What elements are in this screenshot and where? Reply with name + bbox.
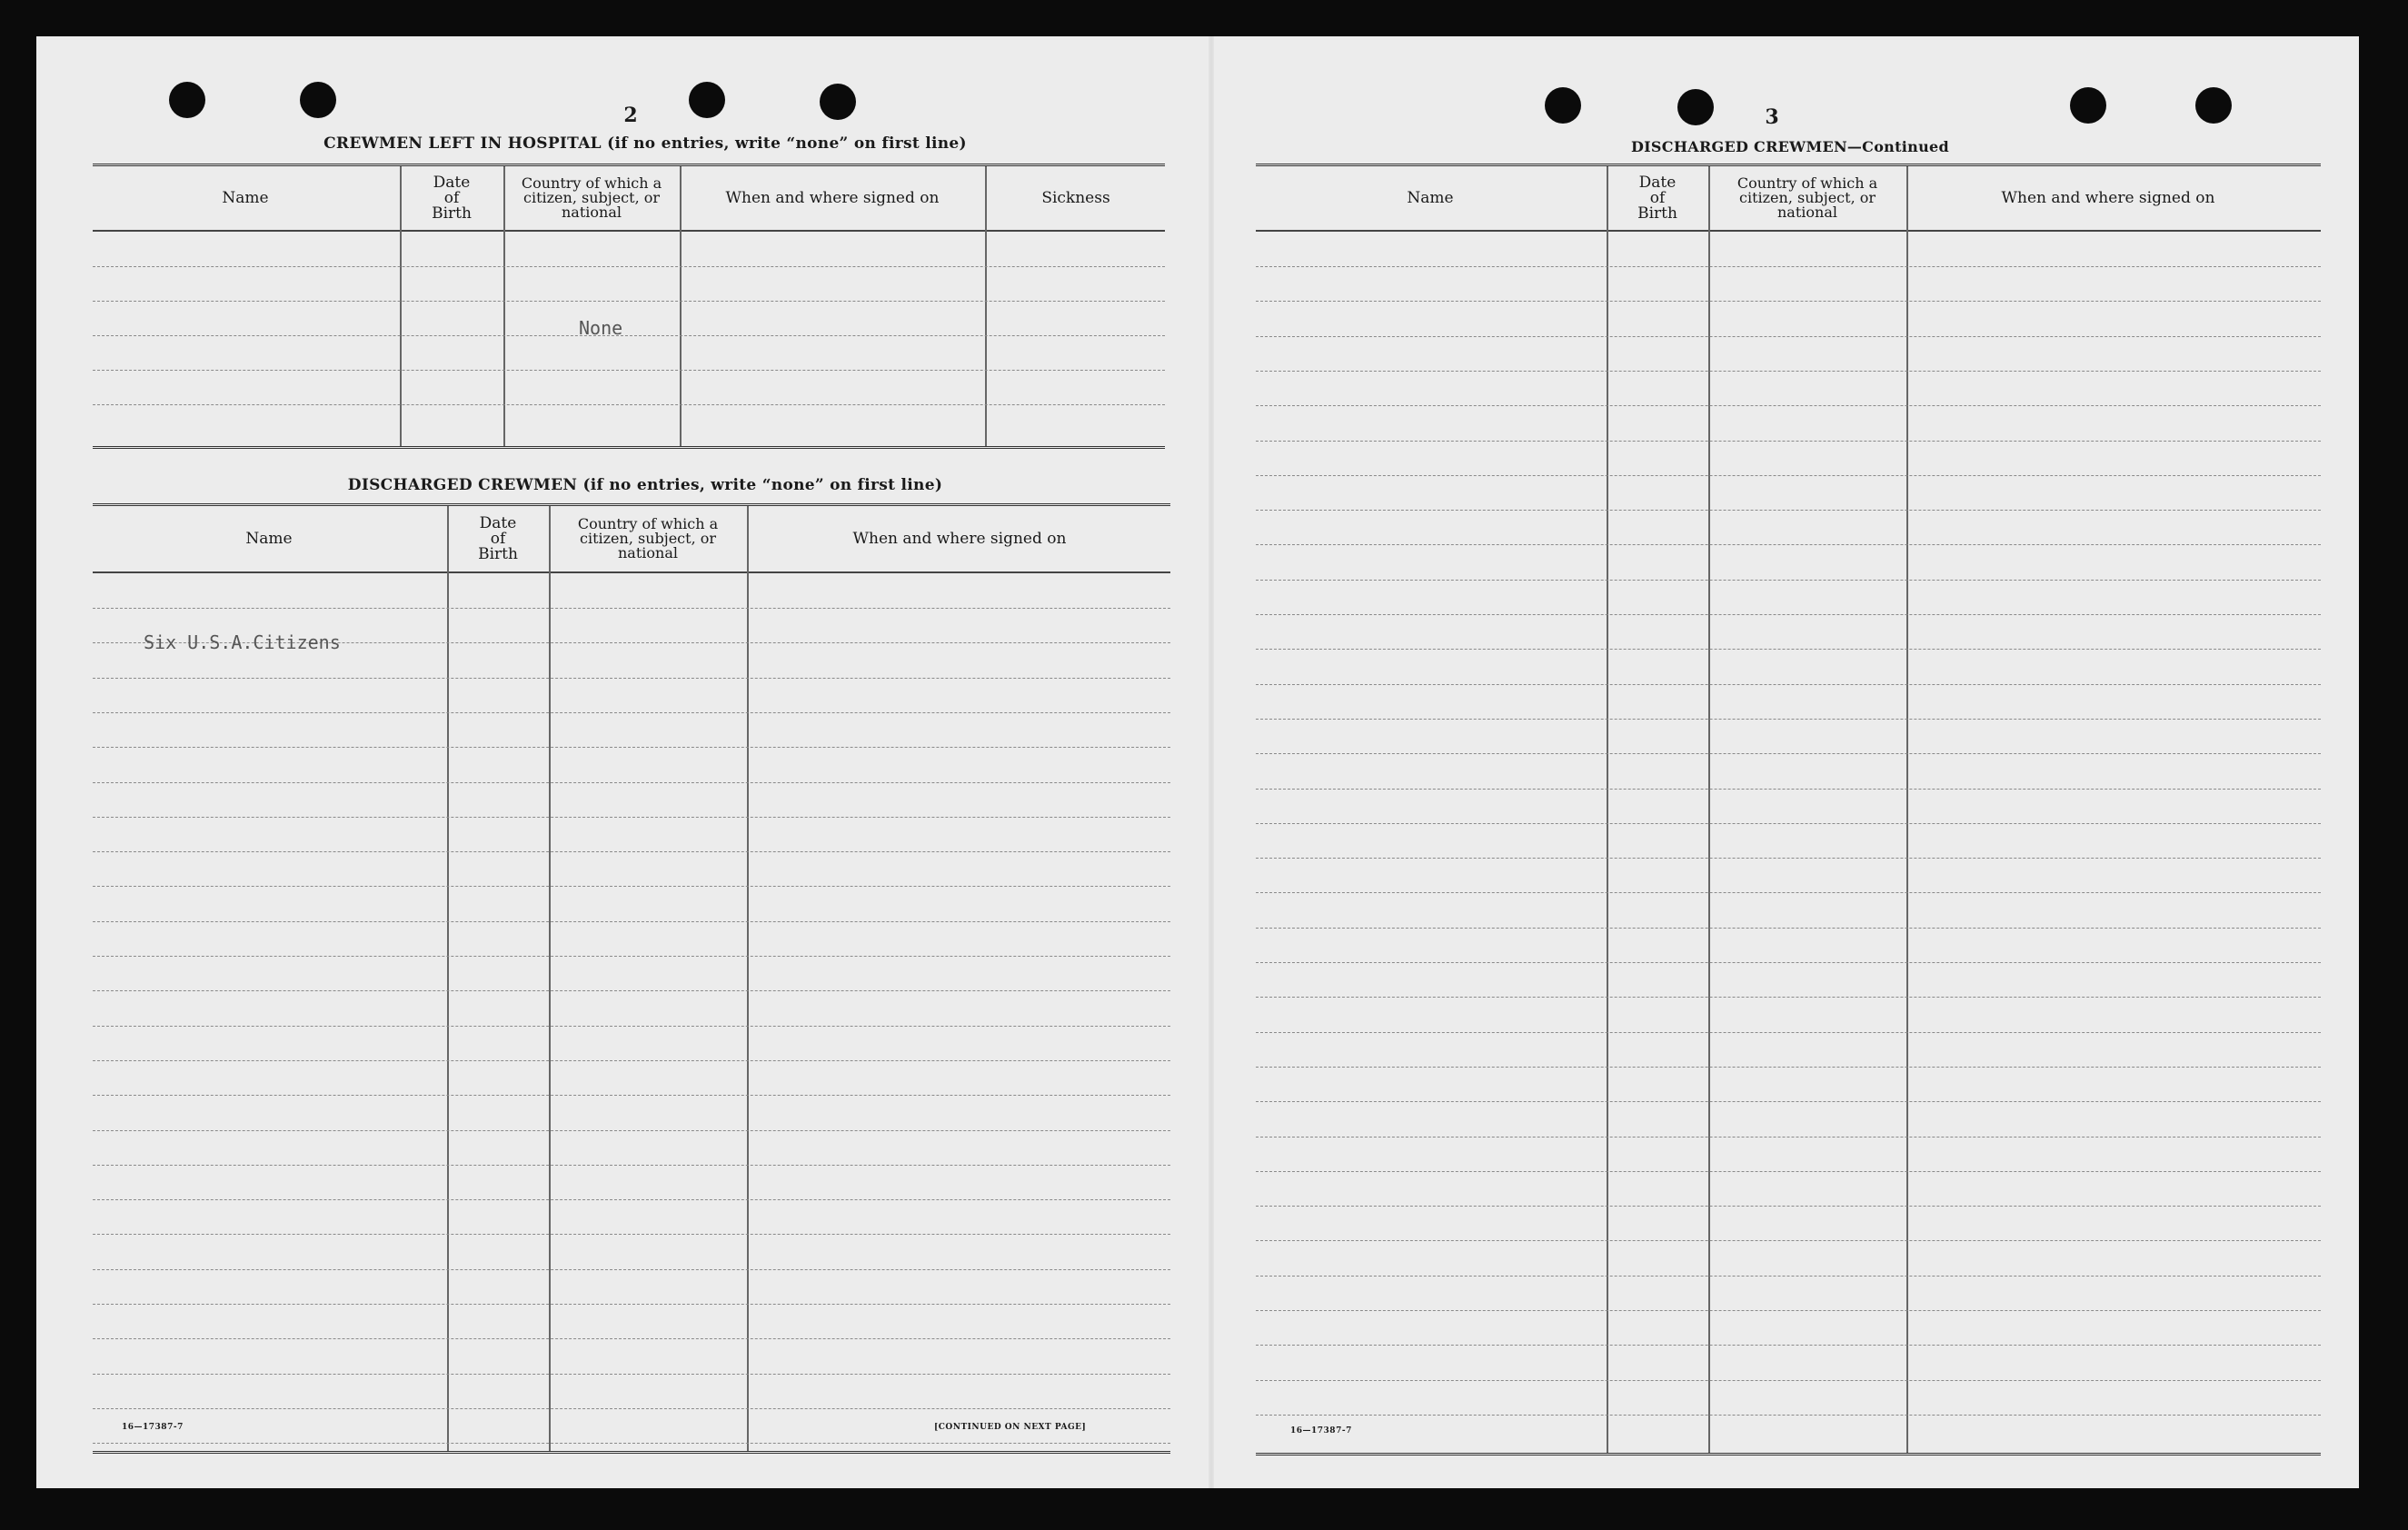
entry-line xyxy=(93,678,1170,679)
entry-line xyxy=(1256,1415,2321,1416)
column-header-name: Name xyxy=(222,188,269,207)
entry-line xyxy=(93,301,1165,302)
entry-line xyxy=(1256,510,2321,511)
punch-hole xyxy=(2070,87,2106,124)
entry-line xyxy=(93,1443,1170,1444)
document-paper xyxy=(36,36,2359,1488)
entry-line xyxy=(1256,858,2321,859)
column-divider xyxy=(447,506,449,1451)
entry-line xyxy=(1256,405,2321,406)
entry-line xyxy=(93,1374,1170,1375)
discharged-section-title: DISCHARGED CREWMEN (if no entries, write “none” on first line) xyxy=(347,476,943,494)
entry-line xyxy=(1256,301,2321,302)
column-header-signed-on: When and where signed on xyxy=(725,188,940,207)
entry-line xyxy=(93,712,1170,713)
entry-line xyxy=(93,1199,1170,1200)
entry-line xyxy=(1256,614,2321,615)
entry-line xyxy=(93,851,1170,852)
entry-line xyxy=(1256,789,2321,790)
entry-line xyxy=(1256,823,2321,824)
punch-hole xyxy=(1677,89,1714,125)
entry-line xyxy=(1256,475,2321,476)
entry-line xyxy=(1256,336,2321,337)
page-fold xyxy=(1209,36,1214,1488)
hospital-section-title: CREWMEN LEFT IN HOSPITAL (if no entries, write “none” on first line) xyxy=(323,134,967,153)
entry-line xyxy=(1256,1032,2321,1033)
entry-line xyxy=(93,921,1170,922)
entry-line xyxy=(93,956,1170,957)
entry-line xyxy=(1256,962,2321,963)
entry-line xyxy=(93,1408,1170,1409)
entry-line xyxy=(1256,1380,2321,1381)
column-header-country: Country of which a citizen, subject, or national xyxy=(1736,174,1878,221)
hospital-entry-text: None xyxy=(579,317,623,339)
discharged-continued-table xyxy=(1256,164,2321,1455)
page-number: 3 xyxy=(1765,105,1779,129)
column-header-signed-on: When and where signed on xyxy=(2001,188,2215,207)
column-header-date-of-birth: Date of Birth xyxy=(478,513,518,563)
column-divider xyxy=(1708,166,1710,1453)
punch-hole xyxy=(1545,87,1581,124)
continued-note: [CONTINUED ON NEXT PAGE] xyxy=(934,1423,1087,1432)
entry-line xyxy=(1256,1067,2321,1068)
entry-line xyxy=(1256,266,2321,267)
table-header xyxy=(1256,166,2321,232)
column-divider xyxy=(549,506,551,1451)
punch-hole xyxy=(169,82,205,118)
entry-line xyxy=(93,817,1170,818)
entry-line xyxy=(93,1234,1170,1235)
column-header-country: Country of which a citizen, subject, or national xyxy=(521,174,662,221)
entry-line xyxy=(1256,544,2321,545)
entry-line xyxy=(1256,753,2321,754)
entry-line xyxy=(93,335,1165,336)
table-header xyxy=(93,166,1165,232)
table-header xyxy=(93,506,1170,573)
entry-line xyxy=(1256,892,2321,893)
entry-line xyxy=(93,266,1165,267)
entry-line xyxy=(93,1026,1170,1027)
column-header-sickness: Sickness xyxy=(1041,188,1110,207)
punch-hole xyxy=(689,82,725,118)
discharged-continued-title: DISCHARGED CREWMEN—Continued xyxy=(1630,138,1950,155)
punch-hole xyxy=(300,82,336,118)
entry-line xyxy=(1256,371,2321,372)
entry-line xyxy=(1256,719,2321,720)
entry-line xyxy=(1256,1171,2321,1172)
hospital-table xyxy=(93,164,1165,449)
entry-line xyxy=(1256,997,2321,998)
form-number: 16—17387-7 xyxy=(1290,1426,1352,1436)
entry-line xyxy=(1256,1206,2321,1207)
form-number: 16—17387-7 xyxy=(122,1423,184,1432)
entry-line xyxy=(93,1338,1170,1339)
entry-line xyxy=(1256,1345,2321,1346)
column-divider xyxy=(1906,166,1908,1453)
entry-line xyxy=(93,370,1165,371)
entry-line xyxy=(93,1130,1170,1131)
entry-line xyxy=(93,886,1170,887)
entry-line xyxy=(93,747,1170,748)
discharged-entry-text: Six U.S.A.Citizens xyxy=(144,631,341,653)
discharged-table xyxy=(93,503,1170,1454)
entry-line xyxy=(1256,684,2321,685)
entry-line xyxy=(1256,1101,2321,1102)
page-number: 2 xyxy=(623,104,638,127)
column-header-date-of-birth: Date of Birth xyxy=(1637,173,1677,223)
column-header-country: Country of which a citizen, subject, or national xyxy=(577,515,719,561)
entry-line xyxy=(93,990,1170,991)
entry-line xyxy=(1256,1240,2321,1241)
punch-hole xyxy=(2195,87,2232,124)
entry-line xyxy=(93,782,1170,783)
entry-line xyxy=(1256,441,2321,442)
column-header-name: Name xyxy=(245,529,293,548)
entry-line xyxy=(1256,580,2321,581)
entry-line xyxy=(93,1060,1170,1061)
column-divider xyxy=(1607,166,1608,1453)
entry-line xyxy=(1256,649,2321,650)
entry-line xyxy=(93,404,1165,405)
entry-line xyxy=(93,608,1170,609)
column-header-date-of-birth: Date of Birth xyxy=(432,173,472,223)
entry-line xyxy=(1256,1310,2321,1311)
entry-line xyxy=(1256,928,2321,929)
entry-line xyxy=(1256,1276,2321,1277)
column-header-signed-on: When and where signed on xyxy=(852,529,1067,548)
column-divider xyxy=(747,506,749,1451)
column-header-name: Name xyxy=(1407,188,1454,207)
entry-line xyxy=(1256,1137,2321,1138)
entry-line xyxy=(93,1269,1170,1270)
entry-line xyxy=(93,1304,1170,1305)
entry-line xyxy=(93,1095,1170,1096)
punch-hole xyxy=(820,84,856,120)
entry-line xyxy=(93,1165,1170,1166)
